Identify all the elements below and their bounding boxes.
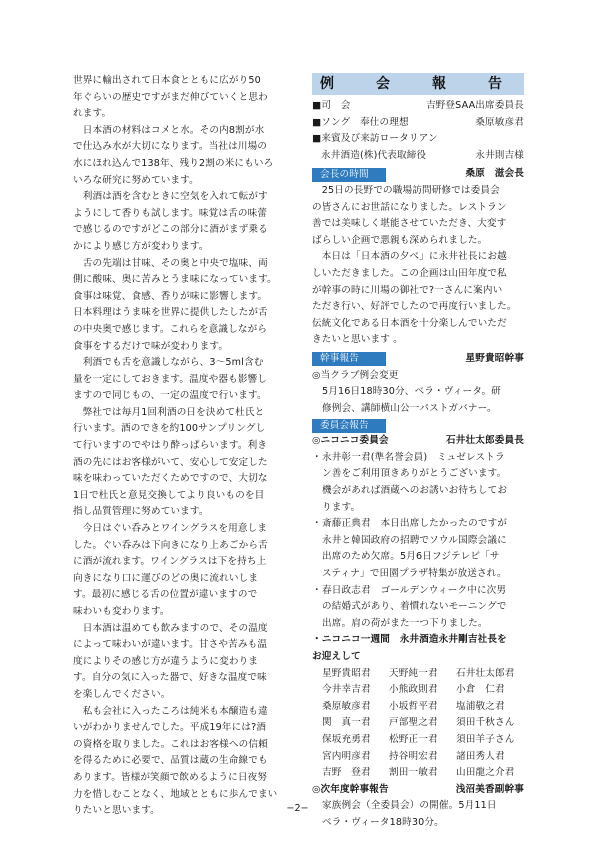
guest-row: [312, 148, 524, 165]
role-row: [312, 115, 524, 132]
member-name: 須田千秋さん: [456, 717, 515, 729]
page-number: −2−: [286, 803, 309, 814]
nikoniko-item: [312, 450, 524, 516]
next-year-secretary-heading-row: [312, 782, 524, 799]
member-name: 小熊政則君: [389, 684, 438, 696]
president-paragraph: 25日の長野での職場訪問研修では委員会 の皆さんにお世話になりました。レストラン 善では美味しく堪能させていただき、大変す ばらしい企画で悪親も深められました。: [312, 184, 507, 246]
name-row: [322, 682, 524, 699]
right-column: [312, 73, 524, 832]
role-label: ■司 会: [312, 100, 351, 111]
bullet-mark: ・: [312, 451, 322, 463]
president-paragraph: 本日は「日本酒の夕べ」に永井社長にお越 しいただきました。この企画は山田年度で私 が幹事の時に川場の御社で?一さんに案内い ただき行い、好評でしたので再度行いました。 伝統文化である日本酒を十分楽しんでいただ きたいと思います 。: [312, 251, 517, 346]
secretary-body: 5月16日18時30分、ベラ・ヴィータ。研 修例会、講師横山公一パストガバナー。: [322, 386, 502, 414]
member-name: 戸部聖之君: [389, 717, 438, 729]
member-name: 塩浦敬之君: [456, 700, 505, 712]
secretary-heading: ◎当クラブ例会変更: [312, 369, 399, 381]
nikoniko-item-text: 春日政志君 ゴールデンウィーク中に次男 の結婚式があり、着慣れないモーニングで 出席。肩の荷がまた一つ下りました。: [322, 584, 507, 629]
member-name: 桑原敏彦君: [322, 700, 371, 712]
role-row: [312, 98, 524, 115]
guest-heading: ■来賓及び来訪ロータリアン: [312, 133, 438, 145]
next-year-secretary-body: 家族例会（全委員会）の開催。5月11日 ベラ・ヴィータ18時30分。: [322, 800, 497, 828]
nikoniko-heading-row: [312, 433, 524, 450]
member-name: 小坂哲平君: [389, 700, 438, 712]
member-name: 星野貴昭君: [322, 667, 371, 679]
committee-report-bar: 委員会報告: [312, 419, 386, 433]
name-row: [322, 749, 524, 766]
member-name: 保坂充勇君: [322, 733, 371, 745]
name-row: [322, 666, 524, 683]
article-paragraph: 世界に輸出されて日本食とともに広がり50 年ぐらいの歴史ですがまだ伸びていくと思わ れます。: [73, 75, 268, 120]
member-name: 割田一敏君: [389, 767, 438, 779]
member-name: 山田龍之介君: [456, 767, 515, 779]
member-name: 吉野 登君: [322, 767, 371, 779]
secretary-report-bar: 幹事報告: [312, 352, 386, 366]
president-time-bar: 会長の時間: [312, 168, 386, 182]
role-value: 桑原敏彦君: [475, 116, 524, 128]
member-name: 石井壮太郎君: [456, 667, 515, 679]
name-row: [322, 699, 524, 716]
nikoniko-heading: ◎ニコニコ委員会: [312, 435, 389, 447]
name-row: [322, 732, 524, 749]
article-paragraph: 今日はぐい呑みとワイングラスを用意しま した。ぐい呑みは下向きになり上あごから舌 に酒が流れます。ワイングラスは下を持ち上 向きになり口に運びのどの奥に流れいしま す。最初に感じる舌の位置が違いますので 味わいも変わります。: [73, 523, 268, 617]
nikoniko-item: [312, 516, 524, 582]
bullet-mark: ・: [312, 584, 322, 596]
article-paragraph: 私も会社に入ったころは純米も本醸造も違 いがわかりませんでした。平成19年には?酒 の資格を取りました。これはお客様への信頼 を得るために必要で、品質は蔵の生命線でも あります。皆様が笑顔で飲めるように日夜努 力を惜しむことなく、地域とともに歩んでまい りたいと思います。: [73, 705, 278, 817]
name-list: [312, 666, 524, 782]
name-row: [322, 715, 524, 732]
bullet-mark: ・: [312, 518, 322, 530]
secretary-section-header: [312, 351, 524, 368]
next-year-secretary-speaker: 浅沼美香副幹事: [455, 783, 524, 795]
member-name: 関 真一君: [322, 717, 371, 729]
name-row: [322, 765, 524, 782]
article-paragraph: 日本酒の材料はコメと水。その内8割が水 で仕込み水が大切になります。当社は川場の 水にほれ込んで138年、残り2割の米にもいろ いろな研究に努めています。: [73, 124, 274, 186]
article-paragraph: 利酒は酒を含むときに空気を入れて転がす ようにして香りも試します。味覚は舌の味蕾 で感じるのですがどこの部分に酒がまず乗る かにより感じ方が変わります。: [73, 191, 268, 252]
next-year-secretary-heading: ◎次年度幹事報告: [312, 783, 389, 795]
member-name: 持谷明宏君: [389, 750, 438, 762]
role-label: ■ソング 奉仕の理想: [312, 116, 409, 128]
meeting-report-title: 例 会 報 告: [312, 73, 524, 95]
meeting-roles: [312, 98, 524, 164]
guest-name: 永井則吉様: [475, 149, 524, 161]
nikoniko-speaker: 石井壮太郎委員長: [446, 435, 524, 447]
article-paragraph: 利酒でも舌を意識しながら、3〜5ml含む 量を一定にしておきます。温度や器も影響し ますので同じもの、一定の温度で行います。: [73, 357, 268, 402]
member-name: 小倉 仁君: [456, 684, 505, 696]
article-paragraph: 弊社では毎月1回利酒の日を決めて杜氏と 行います。酒のできを約100サンプリングし て行いますのでやはり酔っぱらいます。利き 酒の先にはお客様がいて、安心して安定した 味を味わっていただくためですので、大切な 1日で杜氏と意見交換してより良いものを目 指し品質管理に努めています。: [73, 406, 268, 518]
weekly-nikoniko-heading: ・ニコニコ一週間 永井酒造永井剛吉社長を お迎えして: [312, 634, 507, 662]
nikoniko-item: [312, 583, 524, 633]
president-speaker: 桑原 滋会長: [465, 168, 524, 180]
president-section-header: [312, 166, 524, 183]
member-name: 須田羊子さん: [456, 733, 515, 745]
nikoniko-item-text: 斎藤正典君 本日出席したかったのですが 永井と韓国政府の招聘でソウル国際会議に 出席のため欠席。5月6日フジテレビ「サ スティナ」で田園プラザ特集が放送され。: [322, 518, 508, 580]
guest-org: 永井酒造(株)代表取締役: [321, 149, 427, 161]
secretary-speaker: 星野貴昭幹事: [465, 352, 524, 364]
committee-section-header: [312, 419, 524, 433]
member-name: 天野純一君: [389, 667, 438, 679]
role-value: 吉野登SAA出席委員長: [425, 100, 524, 111]
member-name: 松野正一君: [389, 733, 438, 745]
member-name: 今井幸吉君: [322, 684, 371, 696]
article-paragraph: 舌の先端は甘味、その奥と中央で塩味、両 側に酸味、奥に苦みとうま味になっています。 食事は味覚、食感、香りが味に影響します。 日本料理はうま味を世界に提供したしたが舌 の中央奥で感じます。これらを意識しながら 食事をするだけで味が変わります。: [73, 257, 277, 352]
member-name: 宮内明彦君: [322, 750, 371, 762]
member-name: 諸田秀人君: [456, 750, 505, 762]
nikoniko-item-text: 永井彰一君(準名誉会員) ミュゼレストラ ン善をご利用頂きありがとうございます。 機会があれば酒蔵へのお誘いお待ちしてお ります。: [322, 451, 508, 513]
left-column: [73, 73, 300, 820]
article-paragraph: 日本酒は温めても飲みますので、その温度 によって味わいが違います。甘さや苦みも温 度によりその感じ方が違うように変わりま す。自分の気に入った器で、好きな温度で味 を楽しんでください。: [73, 622, 268, 700]
